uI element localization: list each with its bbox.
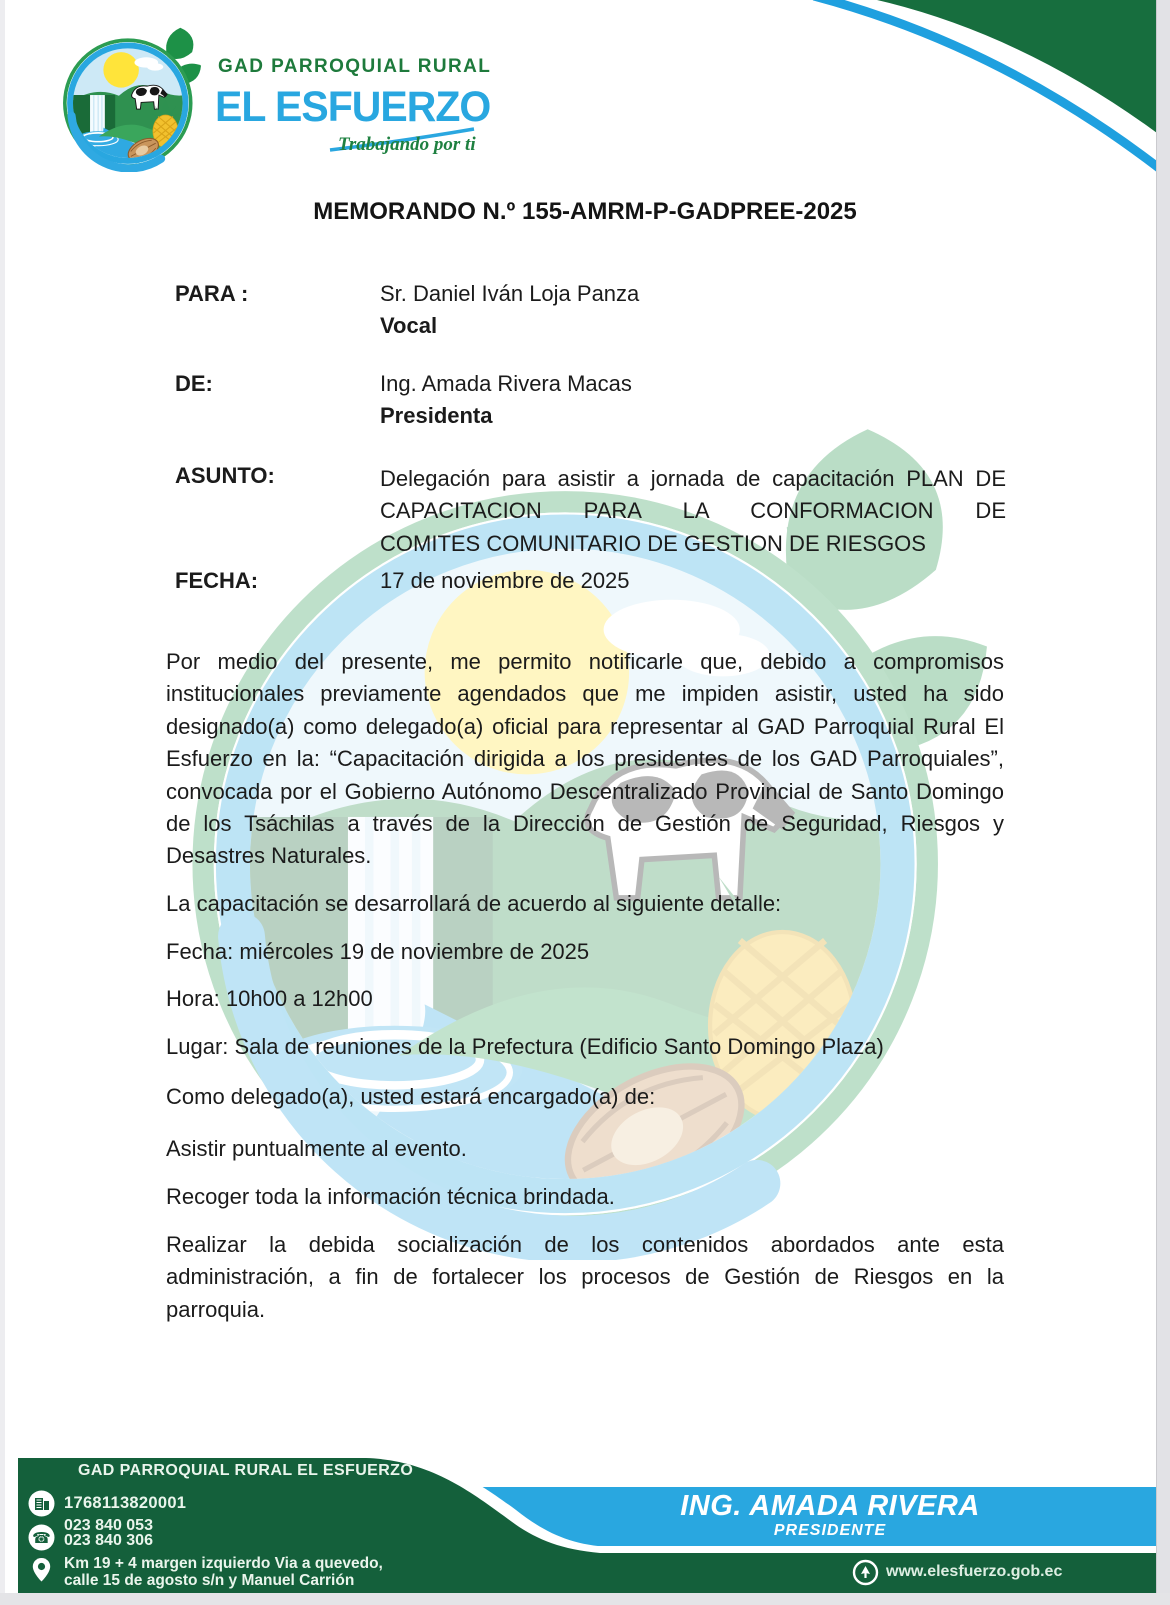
footer-website: www.elesfuerzo.gob.ec (886, 1563, 1063, 1580)
svg-text:☎: ☎ (32, 1529, 51, 1547)
footer-phones (64, 1518, 153, 1548)
field-value-de-role: Presidenta (380, 403, 493, 428)
globe-cursor-icon (852, 1559, 879, 1586)
footer-address-line1: Km 19 + 4 margen izquierdo Via a quevedo, (64, 1555, 383, 1572)
asunto-line: Delegación para asistir a jornada de capacitación PLAN DE (380, 466, 1006, 491)
field-label-de: DE: (175, 371, 213, 396)
org-logo-emblem-icon (56, 24, 204, 172)
location-pin-icon (28, 1556, 55, 1583)
footer-address-line2: calle 15 de agosto s/n y Manuel Carrión (64, 1571, 355, 1589)
body-paragraph: Por medio del presente, me permito notificarle que, debido a compromisos institucionales previamente agendados que me impiden asistir, usted ha sido designado(a) como delegado(a) oficial para representar al GAD Parroquial Rural El Esfuerzo en la: “Capacitación dirigida a los presidentes de los GAD Parroquiales”, convocada por el Gobierno Autónomo Descentralizado Provincial de Santo Domingo de los Tsáchilas a través de la Dirección de Gestión de Seguridad, Riesgos y Desastres Naturales. (166, 649, 1004, 869)
phone-icon (28, 1524, 55, 1551)
field-value-fecha: 17 de noviembre de 2025 (380, 568, 630, 593)
org-name-line2: EL ESFUERZO (215, 82, 491, 131)
footer-phone-1: 023 840 053 (64, 1517, 153, 1534)
scan-edge-right (1156, 0, 1170, 1605)
asunto-line: COMITES COMUNITARIO DE GESTION DE RIESGOS (380, 530, 926, 556)
body-paragraph: Como delegado(a), usted estará encargado(a) de: (166, 1084, 656, 1109)
field-value-para-role: Vocal (380, 313, 438, 338)
scan-edge-left (0, 0, 5, 1605)
corner-green-wedge (877, 0, 1157, 133)
asunto-line: CAPACITACION PARA LA CONFORMACION DE (380, 498, 1006, 524)
footer (0, 1450, 1170, 1605)
field-value-asunto (380, 463, 1006, 560)
footer-ruc-number: 1768113820001 (64, 1494, 187, 1512)
field-value-de-name: Ing. Amada Rivera Macas (380, 371, 632, 396)
footer-address (64, 1556, 383, 1589)
signature-role: PRESIDENTE (773, 1522, 887, 1539)
signature-block (560, 1491, 1100, 1540)
body-paragraph: Asistir puntualmente al evento. (166, 1136, 467, 1161)
body-paragraph: Lugar: Sala de reuniones de la Prefectura (Edificio Santo Domingo Plaza) (166, 1034, 884, 1059)
signature-name: ING. AMADA RIVERA (680, 1490, 980, 1522)
org-tagline: Trabajando por ti (338, 134, 476, 155)
field-value-para-name: Sr. Daniel Iván Loja Panza (380, 281, 640, 306)
footer-org-name: GAD PARROQUIAL RURAL EL ESFUERZO (78, 1462, 414, 1479)
corner-blue-stripe (814, 0, 1164, 172)
body-paragraph: Fecha: miércoles 19 de noviembre de 2025 (166, 939, 590, 964)
body-paragraph: Realizar la debida socialización de los contenidos abordados ante esta administración, a fin de fortalecer los procesos de Gestión de Riesgos en la parroquia. (166, 1232, 1004, 1322)
footer-phone-2: 023 840 306 (64, 1532, 153, 1549)
ruc-building-icon (28, 1490, 55, 1517)
body-paragraph: Hora: 10h00 a 12h00 (166, 986, 373, 1011)
memo-title: MEMORANDO N.º 155-AMRM-P-GADPREE-2025 (313, 198, 857, 225)
field-label-para: PARA : (175, 281, 249, 306)
scan-edge-bottom (0, 1593, 1170, 1605)
org-name-line1: GAD PARROQUIAL RURAL (218, 56, 492, 77)
field-label-fecha: FECHA: (175, 568, 259, 593)
body-paragraph: La capacitación se desarrollará de acuerdo al siguiente detalle: (166, 891, 782, 916)
field-label-asunto: ASUNTO: (175, 463, 275, 488)
body-paragraph: Recoger toda la información técnica brindada. (166, 1184, 615, 1209)
